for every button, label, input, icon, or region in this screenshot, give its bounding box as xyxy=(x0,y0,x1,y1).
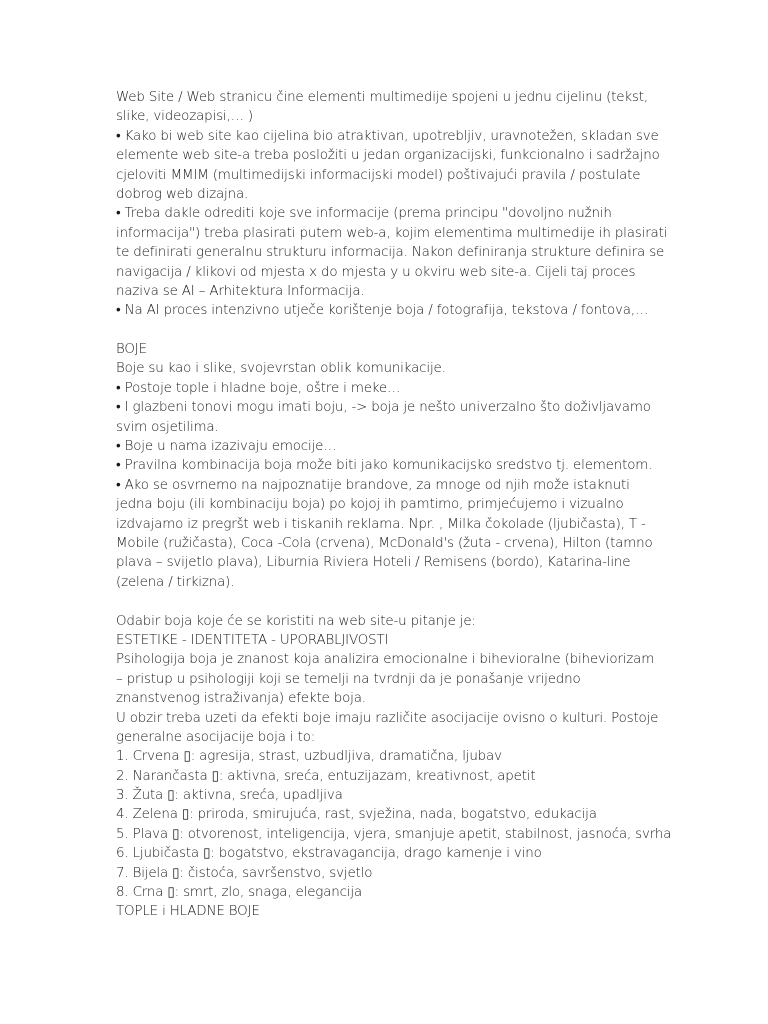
list-item: 5. Plava ▯: otvorenost, inteligencija, vjera, smanjuje apetit, stabilnost, jasnoća, svrha xyxy=(116,826,672,842)
text-line: • Boje u nama izazivaju emocije… xyxy=(116,439,337,455)
section-heading: ESTETIKE - IDENTITETA - UPORABLJIVOSTI xyxy=(116,632,389,648)
text-line: Boje su kao i slike, svojevrstan oblik komunikacije. xyxy=(116,361,446,377)
document-body xyxy=(116,88,672,922)
text-line: Web Site / Web stranicu čine elementi multimedije spojeni u jednu cijelinu (tekst, xyxy=(116,90,648,105)
boje-section xyxy=(116,340,656,592)
text-line: generalne asocijacije boja i to: xyxy=(116,729,316,745)
list-item: 6. Ljubičasta ▯: bogatstvo, ekstravagancija, drago kamenje i vino xyxy=(116,846,542,862)
section-heading: TOPLE i HLADNE BOJE xyxy=(116,904,260,920)
text-line: • I glazbeni tonovi mogu imati boju, -> boja je nešto univerzalno što doživljavamo xyxy=(116,400,651,416)
text-line: dobrog web dizajna. xyxy=(116,186,249,202)
text-line: plava – svijetlo plava), Liburnia Riviera Hoteli / Remisens (bordo), Katarina-line xyxy=(116,555,631,571)
list-item: 8. Crna ▯: smrt, zlo, snaga, elegancija xyxy=(116,885,362,901)
paragraph-spacer xyxy=(116,321,656,340)
text-line: Mobile (ružičasta), Coca -Cola (crvena), McDonald's (žuta - crvena), Hilton (tamno xyxy=(116,535,653,551)
list-item: 7. Bijela ▯: čistoća, savršenstvo, svjetlo xyxy=(116,865,373,881)
text-line: (zelena / tirkizna). xyxy=(116,574,235,590)
text-line: slike, videozapisi,… ) xyxy=(116,109,254,125)
text-line: U obzir treba uzeti da efekti boje imaju različite asocijacije ovisno o kulturi. Postoje xyxy=(116,710,659,726)
text-line: elemente web site-a treba posložiti u jedan organizacijski, funkcionalno i sadržajno xyxy=(116,148,660,164)
text-line: navigacija / klikovi od mjesta x do mjesta y u okviru web site-a. Cijeli taj proces xyxy=(116,264,636,280)
odabir-section xyxy=(116,612,659,748)
intro-section xyxy=(116,88,668,321)
text-line: te definirati generalnu strukturu informacija. Nakon definiranja strukture definira se xyxy=(116,245,665,261)
text-line: • Treba dakle odrediti koje sve informacije (prema principu "dovoljno nužnih xyxy=(116,206,612,222)
list-item: 4. Zelena ▯: priroda, smirujuća, rast, svježina, nada, bogatstvo, edukacija xyxy=(116,807,597,823)
text-line: • Postoje tople i hladne boje, oštre i meke… xyxy=(116,380,401,396)
text-line: informacija") treba plasirati putem web-a, kojim elementima multimedije ih plasirati xyxy=(116,225,668,241)
text-line: • Kako bi web site kao cijelina bio atraktivan, upotrebljiv, uravnotežen, skladan sve xyxy=(116,128,659,144)
list-item: 3. Žuta ▯: aktivna, sreća, upadljiva xyxy=(116,788,343,804)
list-item: 1. Crvena ▯: agresija, strast, uzbudljiva, dramatična, ljubav xyxy=(116,749,502,765)
text-line: izdvajamo iz pregršt web i tiskanih reklama. Npr. , Milka čokolade (ljubičasta), T - xyxy=(116,516,646,532)
color-associations-list xyxy=(116,747,672,922)
text-line: • Ako se osvrnemo na najpoznatije brandove, za mnoge od njih može istaknuti xyxy=(116,477,630,493)
text-line: naziva se AI – Arhitektura Informacija. xyxy=(116,283,365,299)
text-line: • Na AI proces intenzivno utječe korištenje boja / fotografija, tekstova / fontova,… xyxy=(116,303,649,319)
text-line: cjeloviti MMIM (multimedijski informacijski model) poštivajući pravila / postulate xyxy=(116,167,641,183)
text-line: • Pravilna kombinacija boja može biti jako komunikacijsko sredstvo tj. elementom. xyxy=(116,458,653,474)
text-line: – pristup u psihologiji koji se temelji na tvrdnji da je ponašanje vrijedno xyxy=(116,671,581,687)
text-line: jedna boju (ili kombinaciju boja) po kojoj ih pamtimo, primjećujemo i vizualno xyxy=(116,497,624,513)
list-item: 2. Narančasta ▯: aktivna, sreća, entuzijazam, kreativnost, apetit xyxy=(116,768,536,784)
text-line: Psihologija boja je znanost koja analizira emocionalne i bihevioralne (biheviorizam xyxy=(116,652,655,668)
text-line: svim osjetilima. xyxy=(116,419,219,435)
text-line: znanstvenog istraživanja) efekte boja. xyxy=(116,691,366,707)
text-line: Odabir boja koje će se koristiti na web site-u pitanje je: xyxy=(116,613,476,629)
section-heading: BOJE xyxy=(116,342,147,358)
paragraph-spacer xyxy=(116,592,656,611)
